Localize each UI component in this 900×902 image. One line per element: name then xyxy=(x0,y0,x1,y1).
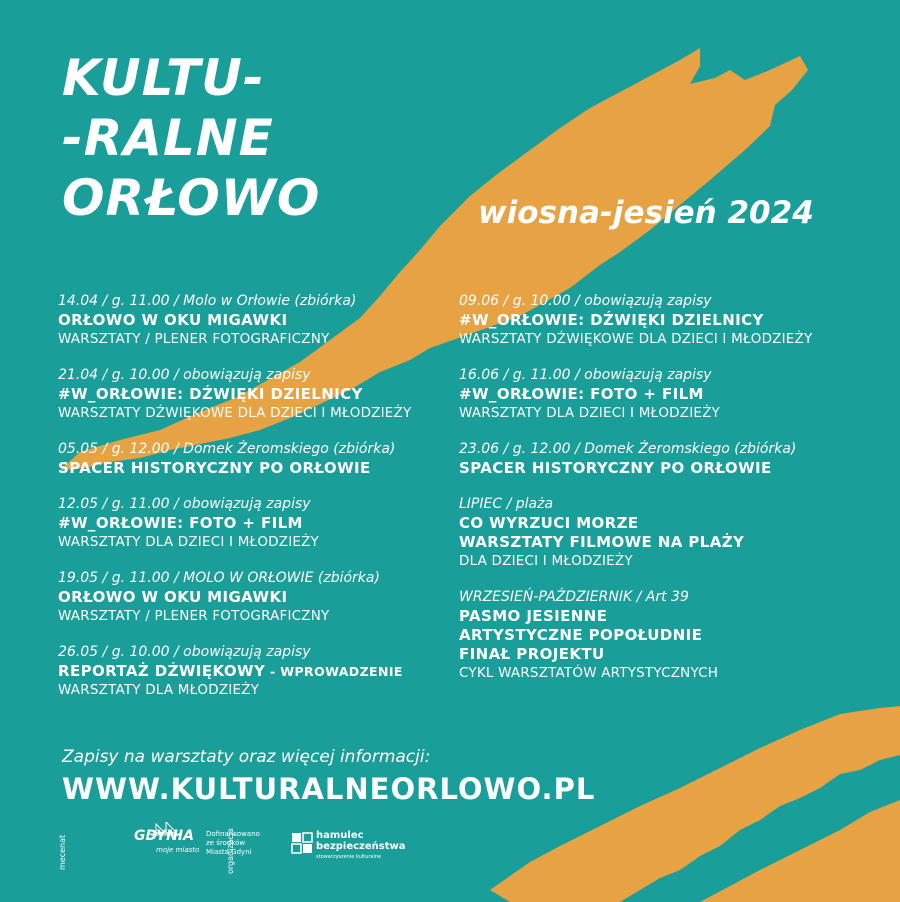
events-left-column xyxy=(58,292,411,717)
title-line-3: ORŁOWO xyxy=(62,169,321,227)
event-item xyxy=(459,366,812,423)
event-name-line-2: ARTYSTYCZNE POPOŁUDNIE xyxy=(459,626,703,644)
event-meta: 14.04 / g. 11.00 / Molo w Orłowie (zbiórka) xyxy=(58,293,357,309)
event-desc: WARSZTATY DŹWIĘKOWE DLA DZIECI I MŁODZIEŻY xyxy=(459,331,813,347)
gdynia-logo-text: GDYNIA xyxy=(134,828,194,844)
event-name-line-3: FINAŁ PROJEKTU xyxy=(459,645,605,663)
event-desc: CYKL WARSZTATÓW ARTYSTYCZNYCH xyxy=(459,665,719,681)
event-name: #W_ORŁOWIE: FOTO + FILM xyxy=(58,514,303,532)
event-item xyxy=(459,495,812,571)
title-line-1: KULTU- xyxy=(62,49,265,107)
funding-line: ze środków xyxy=(206,839,246,847)
hamulec-logo-icon xyxy=(291,832,313,854)
event-item xyxy=(459,588,812,683)
event-name xyxy=(58,662,411,681)
event-desc: WARSZTATY DLA MŁODZIEŻY xyxy=(58,682,260,698)
event-meta: 16.06 / g. 11.00 / obowiązują zapisy xyxy=(459,367,712,383)
event-desc: DLA DZIECI I MŁODZIEŻY xyxy=(459,553,633,569)
mecenat-label: mecenat xyxy=(58,834,67,870)
event-desc: WARSZTATY / PLENER FOTOGRAFICZNY xyxy=(58,331,330,347)
organizacja-label: organizacja xyxy=(226,828,235,874)
event-meta: 05.05 / g. 12.00 / Domek Żeromskiego (zbiórka) xyxy=(58,441,396,457)
event-name: PASMO JESIENNE xyxy=(459,607,608,625)
event-name: SPACER HISTORYCZNY PO ORŁOWIE xyxy=(58,459,371,477)
event-name: #W_ORŁOWIE: DŹWIĘKI DZIELNICY xyxy=(58,385,363,403)
website-url[interactable]: WWW.KULTURALNEORLOWO.PL xyxy=(62,772,596,806)
event-meta: 19.05 / g. 11.00 / MOLO W ORŁOWIE (zbiórka) xyxy=(58,570,380,586)
event-item xyxy=(58,366,411,423)
event-meta: 26.05 / g. 10.00 / obowiązują zapisy xyxy=(58,644,311,660)
event-name-suffix: - WPROWADZENIE xyxy=(265,664,403,679)
hamulec-subtext: stowarzyszenie kulturalne xyxy=(316,854,382,860)
event-desc: WARSZTATY DLA DZIECI I MŁODZIEŻY xyxy=(459,405,721,421)
event-meta: WRZESIEŃ-PAŹDZIERNIK / Art 39 xyxy=(459,589,689,605)
events-right-column xyxy=(459,292,812,700)
event-item xyxy=(58,569,411,626)
funding-line: Miasta Gdyni xyxy=(206,848,252,856)
event-meta: 21.04 / g. 10.00 / obowiązują zapisy xyxy=(58,367,311,383)
season-label: wiosna-jesień 2024 xyxy=(478,195,814,231)
footer-logos xyxy=(58,822,478,882)
event-name: ORŁOWO W OKU MIGAWKI xyxy=(58,588,288,606)
event-desc: WARSZTATY / PLENER FOTOGRAFICZNY xyxy=(58,608,330,624)
hamulec-line: bezpieczeństwa xyxy=(316,841,406,852)
event-desc: WARSZTATY DŹWIĘKOWE DLA DZIECI I MŁODZIEŻY xyxy=(58,405,412,421)
event-name: #W_ORŁOWIE: FOTO + FILM xyxy=(459,385,704,403)
event-name: ORŁOWO W OKU MIGAWKI xyxy=(58,311,288,329)
hamulec-line: hamulec xyxy=(316,830,364,841)
signup-info: Zapisy na warsztaty oraz więcej informacji: xyxy=(62,747,431,767)
event-meta: 09.06 / g. 10.00 / obowiązują zapisy xyxy=(459,293,712,309)
gdynia-logo-subtext: moje miasto xyxy=(156,846,200,854)
event-item xyxy=(58,643,411,700)
event-item xyxy=(459,440,812,478)
event-item xyxy=(459,292,812,349)
event-item xyxy=(58,495,411,552)
hamulec-logo-text xyxy=(316,830,406,863)
event-item xyxy=(58,292,411,349)
event-name-line-2: WARSZTATY FILMOWE NA PLAŻY xyxy=(459,533,745,551)
funding-line: Dofinansowano xyxy=(206,830,260,838)
event-item xyxy=(58,440,411,478)
event-name-main: REPORTAŻ DŹWIĘKOWY xyxy=(58,662,266,680)
title-line-2: -RALNE xyxy=(62,109,274,167)
event-desc: WARSZTATY DLA DZIECI I MŁODZIEŻY xyxy=(58,534,320,550)
title xyxy=(62,48,320,228)
event-name: SPACER HISTORYCZNY PO ORŁOWIE xyxy=(459,459,772,477)
event-meta: 12.05 / g. 11.00 / obowiązują zapisy xyxy=(58,496,311,512)
event-meta: LIPIEC / plaża xyxy=(459,496,554,512)
event-name: CO WYRZUCI MORZE xyxy=(459,514,639,532)
event-meta: 23.06 / g. 12.00 / Domek Żeromskiego (zbiórka) xyxy=(459,441,797,457)
event-name: #W_ORŁOWIE: DŹWIĘKI DZIELNICY xyxy=(459,311,764,329)
